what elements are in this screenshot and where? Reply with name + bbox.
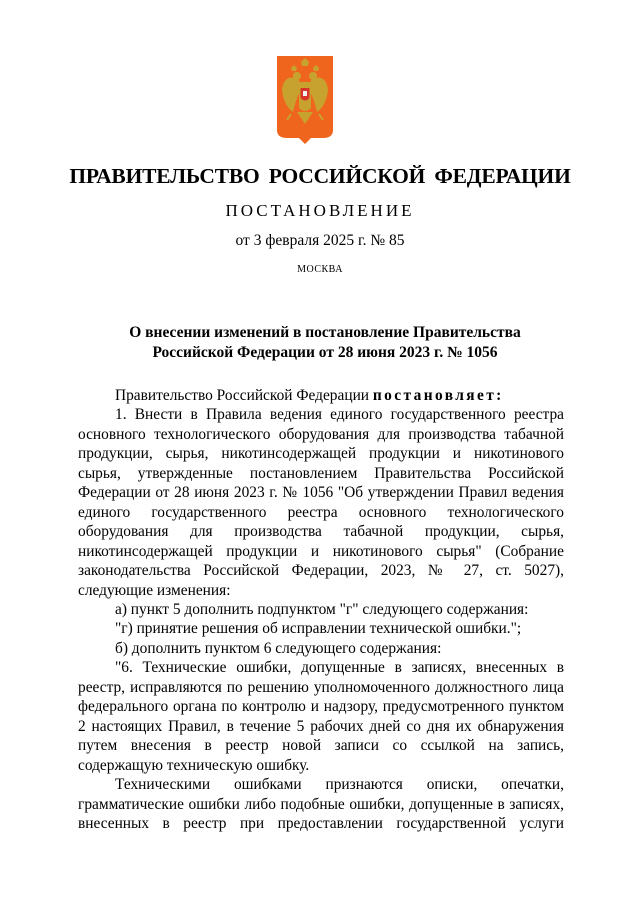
paragraph-1: 1. Внести в Правила ведения единого государственного реестра основного технологического оборудования для производства табачной продукции, сырья, никотинсодержащей продукции и никотинового сырья, утвержденные постановлением Правительства Российской Федерации от 28 июня 2023 г. № 1056 "Об утверждении Правил ведения единого государственного реестра основного технологического оборудования для производства табачной продукции, сырья, никотинсодержащей продукции и никотинового сырья" (Собрание законодательства Российской Федерации, 2023, № 27, ст. 5027), следующие изменения: xyxy=(78,406,564,599)
resolves-word: постановляет: xyxy=(372,387,504,404)
document-date: от 3 февраля 2025 г. № 85 xyxy=(235,232,405,249)
document-body xyxy=(78,386,564,833)
paragraph-preamble xyxy=(78,386,564,405)
paragraph-6: "6. Технические ошибки, допущенные в записях, внесенных в реестр, исправляются по решению уполномоченного должностного лица федерального органа по контролю и надзору, предусмотренного пунктом 2 настоящих Правил, в течение 5 рабочих дней со дня их обнаружения путем внесения в реестр новой записи со ссылкой на запись, содержащую техническую ошибку. xyxy=(78,659,564,774)
paragraph-a: а) пункт 5 дополнить подпунктом "г" следующего содержания: xyxy=(115,600,529,618)
heading-line-1: О внесении изменений в постановление Правительства xyxy=(129,324,521,341)
heading-line-2: Российской Федерации от 28 июня 2023 г. № 1056 xyxy=(152,344,498,361)
document-city: МОСКВА xyxy=(297,264,343,275)
document-type: ПОСТАНОВЛЕНИЕ xyxy=(225,201,415,220)
preamble-text: Правительство Российской Федерации xyxy=(115,387,373,404)
paragraph-g: "г) принятие решения об исправлении технической ошибки."; xyxy=(115,620,522,638)
paragraph-b: б) дополнить пунктом 6 следующего содержания: xyxy=(115,639,442,657)
government-title: ПРАВИТЕЛЬСТВО РОССИЙСКОЙ ФЕДЕРАЦИИ xyxy=(69,164,571,188)
document-heading xyxy=(80,323,570,363)
paragraph-tech-errors: Техническими ошибками признаются описки, опечатки, грамматические ошибки либо подобные ошибки, допущенные в записях, внесенных в реестр при предоставлении государственной услуги xyxy=(78,776,564,832)
coat-of-arms-icon xyxy=(277,56,333,144)
